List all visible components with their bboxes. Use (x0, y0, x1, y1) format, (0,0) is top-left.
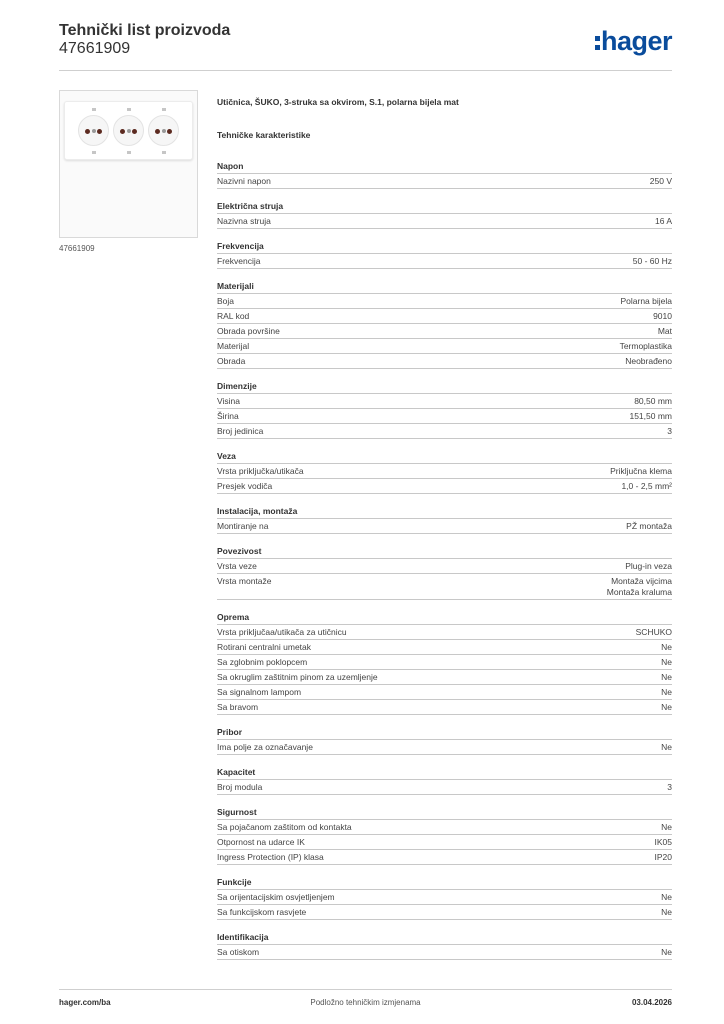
spec-label: Sa orijentacijskim osvjetljenjem (217, 892, 335, 902)
spec-row (217, 574, 672, 600)
spec-value: Ne (661, 657, 672, 667)
spec-value: IK05 (654, 837, 672, 847)
spec-row (217, 309, 672, 324)
image-caption: 47661909 (59, 244, 95, 253)
spec-label: Vrsta priključka/utikača (217, 466, 304, 476)
spec-section (217, 715, 672, 755)
spec-section-title: Frekvencija (217, 229, 672, 254)
spec-section-title: Oprema (217, 600, 672, 625)
socket-2 (113, 115, 144, 146)
spec-value: 3 (667, 426, 672, 436)
spec-value: 250 V (649, 176, 672, 186)
spec-label: Rotirani centralni umetak (217, 642, 312, 652)
spec-value: 16 A (654, 216, 672, 226)
page-header (59, 22, 672, 62)
spec-label: Presjek vodiča (217, 481, 273, 491)
spec-value: Mat (657, 326, 672, 336)
spec-section (217, 795, 672, 865)
spec-section-title: Sigurnost (217, 795, 672, 820)
spec-label: Vrsta veze (217, 561, 257, 571)
spec-row (217, 294, 672, 309)
spec-row (217, 479, 672, 494)
spec-row (217, 424, 672, 439)
spec-row (217, 339, 672, 354)
spec-section (217, 920, 672, 960)
product-title: Utičnica, ŠUKO, 3-struka sa okvirom, S.1, polarna bijela mat (217, 97, 459, 107)
spec-section-title: Identifikacija (217, 920, 672, 945)
spec-value: Ne (661, 687, 672, 697)
spec-value: 1,0 - 2,5 mm² (621, 481, 672, 491)
spec-label: Broj modula (217, 782, 263, 792)
spec-section (217, 865, 672, 920)
spec-value: 80,50 mm (634, 396, 672, 406)
product-image (59, 90, 198, 238)
spec-value: Ne (661, 907, 672, 917)
spec-section-title: Povezivost (217, 534, 672, 559)
spec-section (217, 494, 672, 534)
spec-content (217, 97, 672, 960)
spec-label: RAL kod (217, 311, 250, 321)
spec-label: Sa pojačanom zaštitom od kontakta (217, 822, 352, 832)
hager-logo (595, 26, 672, 56)
spec-row (217, 945, 672, 960)
spec-label: Visina (217, 396, 240, 406)
spec-row (217, 700, 672, 715)
spec-value: Ne (661, 672, 672, 682)
spec-value: 3 (667, 782, 672, 792)
spec-row (217, 254, 672, 269)
spec-section (217, 369, 672, 439)
spec-row (217, 214, 672, 229)
spec-value: PŽ montaža (626, 521, 672, 531)
socket-1 (78, 115, 109, 146)
spec-row (217, 905, 672, 920)
spec-section (217, 149, 672, 189)
spec-label: Sa zglobnim poklopcem (217, 657, 308, 667)
spec-row (217, 519, 672, 534)
spec-section-title: Električna struja (217, 189, 672, 214)
spec-value: Plug-in veza (625, 561, 672, 571)
spec-value: Polarna bijela (620, 296, 672, 306)
spec-section-title: Funkcije (217, 865, 672, 890)
footer-date: 03.04.2026 (631, 998, 672, 1007)
spec-label: Nazivna struja (217, 216, 271, 226)
spec-label: Sa bravom (217, 702, 259, 712)
spec-label: Materijal (217, 341, 250, 351)
spec-section (217, 269, 672, 369)
header-divider (59, 70, 672, 71)
spec-label: Obrada površine (217, 326, 280, 336)
specs-heading: Tehničke karakteristike (217, 130, 311, 140)
spec-label: Nazivni napon (217, 176, 271, 186)
spec-value: Ne (661, 742, 672, 752)
spec-sections (217, 149, 672, 960)
spec-row (217, 409, 672, 424)
spec-row (217, 780, 672, 795)
spec-section-title: Pribor (217, 715, 672, 740)
spec-label: Vrsta montaže (217, 576, 272, 586)
spec-value: Neobrađeno (625, 356, 672, 366)
spec-row (217, 740, 672, 755)
spec-section (217, 755, 672, 795)
document-title: Tehnički list proizvoda (59, 22, 231, 39)
spec-section (217, 600, 672, 715)
spec-section (217, 229, 672, 269)
spec-value: 9010 (653, 311, 672, 321)
spec-row (217, 464, 672, 479)
spec-row (217, 625, 672, 640)
footer-note: Podložno tehničkim izmjenama (310, 998, 421, 1007)
spec-row (217, 354, 672, 369)
spec-row (217, 850, 672, 865)
socket-plate-illustration (64, 101, 193, 160)
spec-row (217, 324, 672, 339)
spec-row (217, 640, 672, 655)
spec-value: Ne (661, 947, 672, 957)
spec-value: Termoplastika (619, 341, 672, 351)
spec-label: Širina (217, 411, 239, 421)
footer-divider (59, 989, 672, 990)
spec-label: Montiranje na (217, 521, 269, 531)
spec-value: Ne (661, 642, 672, 652)
spec-label: Sa otiskom (217, 947, 260, 957)
spec-label: Sa signalnom lampom (217, 687, 302, 697)
spec-row (217, 890, 672, 905)
spec-value: Priključna klema (610, 466, 672, 476)
spec-value: 50 - 60 Hz (632, 256, 672, 266)
spec-label: Obrada (217, 356, 246, 366)
spec-value: Ne (661, 822, 672, 832)
socket-3 (148, 115, 179, 146)
product-code: 47661909 (59, 40, 131, 57)
spec-row (217, 670, 672, 685)
spec-section-title: Veza (217, 439, 672, 464)
spec-label: Vrsta priključaa/utikača za utičnicu (217, 627, 347, 637)
spec-label: Boja (217, 296, 235, 306)
spec-row (217, 174, 672, 189)
logo-text: hager (600, 26, 672, 56)
spec-label: Ingress Protection (IP) klasa (217, 852, 324, 862)
spec-value: SCHUKO (635, 627, 672, 637)
spec-value: Ne (661, 892, 672, 902)
spec-label: Sa funkcijskom rasvjete (217, 907, 307, 917)
spec-label: Ima polje za označavanje (217, 742, 313, 752)
spec-row (217, 655, 672, 670)
spec-row (217, 394, 672, 409)
footer-website[interactable]: hager.com/ba (59, 998, 111, 1007)
spec-section-title: Kapacitet (217, 755, 672, 780)
spec-section-title: Materijali (217, 269, 672, 294)
spec-value: Ne (661, 702, 672, 712)
spec-value: IP20 (654, 852, 672, 862)
spec-row (217, 559, 672, 574)
spec-section (217, 534, 672, 600)
spec-value: Montaža vijcima Montaža kraluma (606, 576, 672, 597)
spec-section-title: Napon (217, 149, 672, 174)
spec-label: Broj jedinica (217, 426, 264, 436)
spec-label: Otpornost na udarce IK (217, 837, 305, 847)
spec-section-title: Instalacija, montaža (217, 494, 672, 519)
spec-value: 151,50 mm (629, 411, 672, 421)
spec-label: Frekvencija (217, 256, 261, 266)
spec-section (217, 439, 672, 494)
spec-section (217, 189, 672, 229)
spec-section-title: Dimenzije (217, 369, 672, 394)
spec-label: Sa okruglim zaštitnim pinom za uzemljenje (217, 672, 378, 682)
spec-row (217, 820, 672, 835)
logo-dots-icon (595, 30, 600, 52)
spec-row (217, 835, 672, 850)
spec-row (217, 685, 672, 700)
